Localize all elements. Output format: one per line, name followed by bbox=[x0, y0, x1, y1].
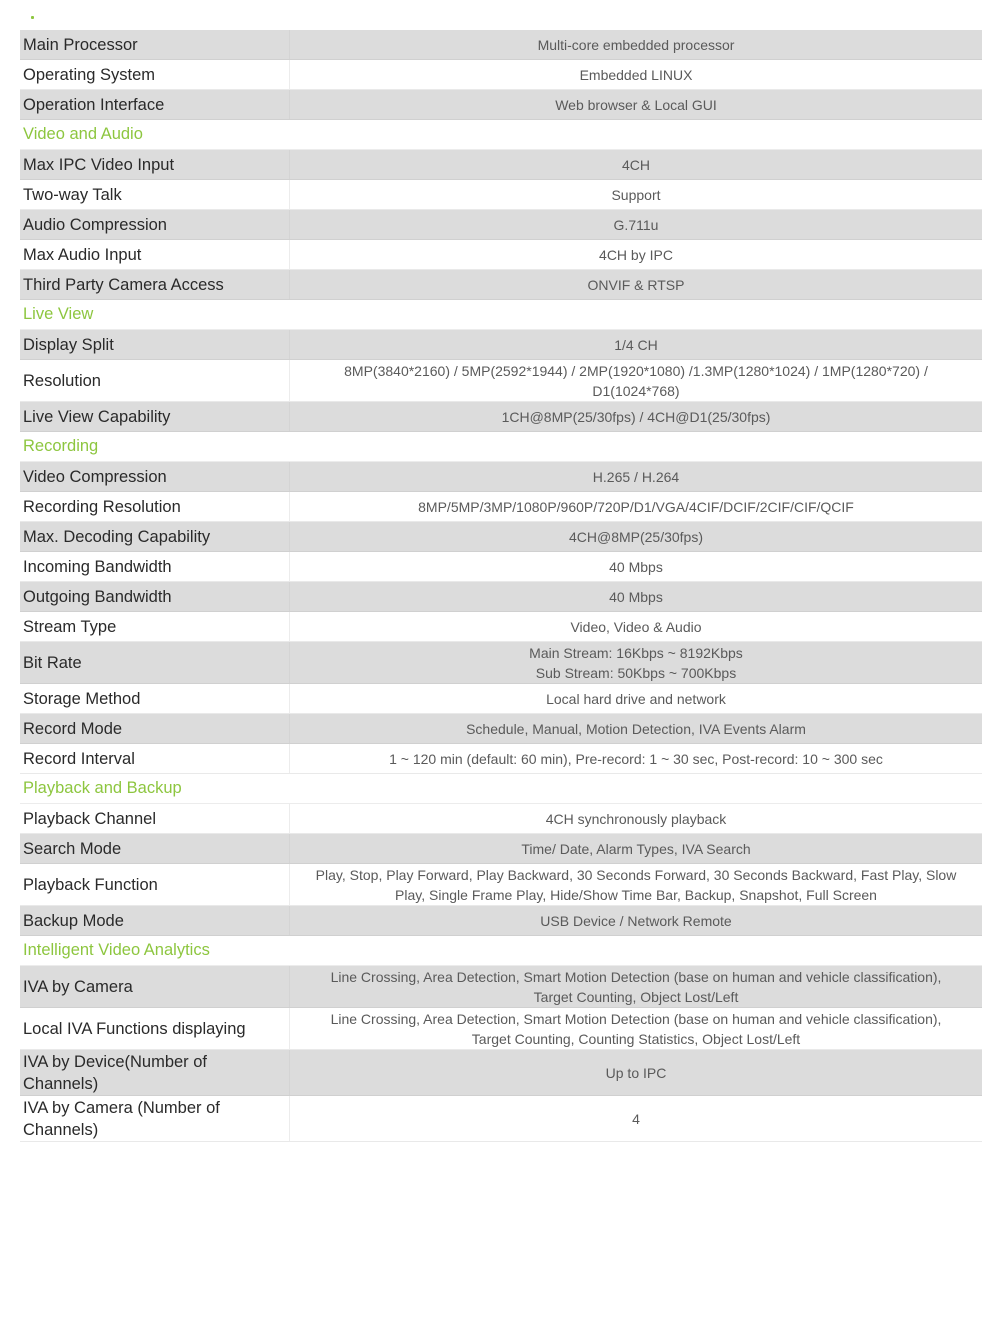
spec-value bbox=[290, 642, 982, 683]
spec-row bbox=[20, 834, 982, 864]
spec-value bbox=[290, 612, 982, 641]
spec-row bbox=[20, 330, 982, 360]
spec-value-line: 1/4 CH bbox=[614, 336, 658, 353]
spec-value-line: 40 Mbps bbox=[609, 588, 663, 605]
spec-value-line: Play, Single Frame Play, Hide/Show Time Bar, Backup, Snapshot, Full Screen bbox=[395, 886, 877, 903]
section-title: Live View bbox=[20, 300, 982, 330]
spec-table bbox=[20, 30, 982, 1142]
top-marker bbox=[31, 16, 34, 19]
spec-row bbox=[20, 744, 982, 774]
spec-value-line: Target Counting, Object Lost/Left bbox=[533, 988, 739, 1005]
spec-row bbox=[20, 1050, 982, 1096]
spec-label: Bit Rate bbox=[20, 642, 290, 683]
spec-label: Video Compression bbox=[20, 462, 290, 491]
spec-value bbox=[290, 492, 982, 521]
spec-value-line: 8MP(3840*2160) / 5MP(2592*1944) / 2MP(1920*1080) /1.3MP(1280*1024) / 1MP(1280*720) / bbox=[344, 362, 928, 379]
spec-label: Incoming Bandwidth bbox=[20, 552, 290, 581]
spec-value bbox=[290, 966, 982, 1007]
spec-value-line: H.265 / H.264 bbox=[592, 468, 680, 485]
spec-value bbox=[290, 360, 982, 401]
spec-value-line: Time/ Date, Alarm Types, IVA Search bbox=[521, 840, 751, 857]
spec-value bbox=[290, 1050, 982, 1095]
spec-label: Storage Method bbox=[20, 684, 290, 713]
spec-row bbox=[20, 270, 982, 300]
spec-label: Main Processor bbox=[20, 30, 290, 59]
spec-value-line: Play, Stop, Play Forward, Play Backward, 30 Seconds Forward, 30 Seconds Backward, Fast Play, Slow bbox=[315, 866, 957, 883]
spec-value bbox=[290, 90, 982, 119]
spec-value bbox=[290, 804, 982, 833]
spec-label: Stream Type bbox=[20, 612, 290, 641]
spec-value bbox=[290, 834, 982, 863]
spec-value-line: 4 bbox=[632, 1110, 640, 1127]
section-title: Recording bbox=[20, 432, 982, 462]
spec-label: Max. Decoding Capability bbox=[20, 522, 290, 551]
spec-label: Third Party Camera Access bbox=[20, 270, 290, 299]
section-title: Playback and Backup bbox=[20, 774, 982, 804]
spec-value bbox=[290, 522, 982, 551]
spec-row bbox=[20, 30, 982, 60]
spec-value-line: 4CH synchronously playback bbox=[545, 810, 727, 827]
spec-value-line: 40 Mbps bbox=[609, 558, 663, 575]
spec-value-line: Local hard drive and network bbox=[546, 690, 726, 707]
spec-row bbox=[20, 684, 982, 714]
spec-label: Operating System bbox=[20, 60, 290, 89]
spec-value-line: USB Device / Network Remote bbox=[540, 912, 732, 929]
spec-label: Max IPC Video Input bbox=[20, 150, 290, 179]
spec-value-line: Support bbox=[611, 186, 661, 203]
spec-label: Record Mode bbox=[20, 714, 290, 743]
spec-row bbox=[20, 462, 982, 492]
spec-row bbox=[20, 210, 982, 240]
spec-value bbox=[290, 1008, 982, 1049]
spec-value bbox=[290, 270, 982, 299]
spec-value bbox=[290, 210, 982, 239]
spec-value-line: Web browser & Local GUI bbox=[555, 96, 717, 113]
spec-row bbox=[20, 642, 982, 684]
spec-label: Live View Capability bbox=[20, 402, 290, 431]
spec-value-line: Video, Video & Audio bbox=[570, 618, 702, 635]
spec-label: Recording Resolution bbox=[20, 492, 290, 521]
spec-value bbox=[290, 30, 982, 59]
spec-row bbox=[20, 1008, 982, 1050]
spec-value bbox=[290, 402, 982, 431]
spec-value-line: ONVIF & RTSP bbox=[587, 276, 685, 293]
spec-row bbox=[20, 90, 982, 120]
spec-value-line: Main Stream: 16Kbps ~ 8192Kbps bbox=[529, 644, 743, 661]
spec-value bbox=[290, 240, 982, 269]
spec-row bbox=[20, 60, 982, 90]
spec-value bbox=[290, 582, 982, 611]
spec-value bbox=[290, 462, 982, 491]
spec-row bbox=[20, 864, 982, 906]
spec-label: Two-way Talk bbox=[20, 180, 290, 209]
spec-label: Local IVA Functions displaying bbox=[20, 1008, 290, 1049]
spec-value-line: Sub Stream: 50Kbps ~ 700Kbps bbox=[535, 664, 737, 681]
spec-row bbox=[20, 1096, 982, 1142]
spec-row bbox=[20, 612, 982, 642]
spec-value-line: Multi-core embedded processor bbox=[537, 36, 735, 53]
spec-value bbox=[290, 60, 982, 89]
spec-value-line: Schedule, Manual, Motion Detection, IVA Events Alarm bbox=[466, 720, 806, 737]
spec-row bbox=[20, 360, 982, 402]
spec-value bbox=[290, 906, 982, 935]
spec-value-line: 4CH by IPC bbox=[599, 246, 673, 263]
spec-label: IVA by Device(Number of Channels) bbox=[20, 1050, 290, 1095]
spec-value-line: D1(1024*768) bbox=[592, 382, 680, 399]
spec-value-line: 4CH@8MP(25/30fps) bbox=[568, 528, 704, 545]
spec-value bbox=[290, 1096, 982, 1141]
spec-row bbox=[20, 240, 982, 270]
spec-row bbox=[20, 402, 982, 432]
spec-value bbox=[290, 864, 982, 905]
spec-value-line: Line Crossing, Area Detection, Smart Motion Detection (base on human and vehicle classification), bbox=[330, 968, 942, 985]
spec-row bbox=[20, 966, 982, 1008]
spec-value bbox=[290, 714, 982, 743]
spec-label: Playback Function bbox=[20, 864, 290, 905]
spec-label: IVA by Camera (Number of Channels) bbox=[20, 1096, 290, 1141]
spec-value bbox=[290, 330, 982, 359]
spec-value bbox=[290, 180, 982, 209]
section-title: Video and Audio bbox=[20, 120, 982, 150]
spec-value bbox=[290, 684, 982, 713]
spec-row bbox=[20, 552, 982, 582]
spec-row bbox=[20, 522, 982, 552]
spec-label: Resolution bbox=[20, 360, 290, 401]
spec-label: Max Audio Input bbox=[20, 240, 290, 269]
spec-row bbox=[20, 582, 982, 612]
spec-value bbox=[290, 552, 982, 581]
spec-value-line: Embedded LINUX bbox=[579, 66, 693, 83]
spec-row bbox=[20, 714, 982, 744]
spec-row bbox=[20, 180, 982, 210]
spec-row bbox=[20, 804, 982, 834]
spec-row bbox=[20, 906, 982, 936]
spec-value-line: 4CH bbox=[621, 156, 650, 173]
spec-row bbox=[20, 150, 982, 180]
spec-label: Display Split bbox=[20, 330, 290, 359]
spec-label: Outgoing Bandwidth bbox=[20, 582, 290, 611]
spec-value bbox=[290, 150, 982, 179]
spec-value-line: 1 ~ 120 min (default: 60 min), Pre-record: 1 ~ 30 sec, Post-record: 10 ~ 300 sec bbox=[389, 750, 883, 767]
spec-value-line: 8MP/5MP/3MP/1080P/960P/720P/D1/VGA/4CIF/DCIF/2CIF/CIF/QCIF bbox=[418, 498, 854, 515]
spec-row bbox=[20, 492, 982, 522]
spec-label: Operation Interface bbox=[20, 90, 290, 119]
section-title: Intelligent Video Analytics bbox=[20, 936, 982, 966]
spec-label: Playback Channel bbox=[20, 804, 290, 833]
spec-value-line: Up to IPC bbox=[605, 1064, 667, 1081]
spec-value-line: Target Counting, Counting Statistics, Object Lost/Left bbox=[471, 1030, 801, 1047]
spec-value-line: 1CH@8MP(25/30fps) / 4CH@D1(25/30fps) bbox=[501, 408, 771, 425]
spec-label: IVA by Camera bbox=[20, 966, 290, 1007]
spec-label: Record Interval bbox=[20, 744, 290, 773]
spec-label: Audio Compression bbox=[20, 210, 290, 239]
spec-value-line: Line Crossing, Area Detection, Smart Motion Detection (base on human and vehicle classification), bbox=[330, 1010, 942, 1027]
spec-label: Search Mode bbox=[20, 834, 290, 863]
spec-value-line: G.711u bbox=[613, 216, 659, 233]
spec-label: Backup Mode bbox=[20, 906, 290, 935]
spec-value bbox=[290, 744, 982, 773]
